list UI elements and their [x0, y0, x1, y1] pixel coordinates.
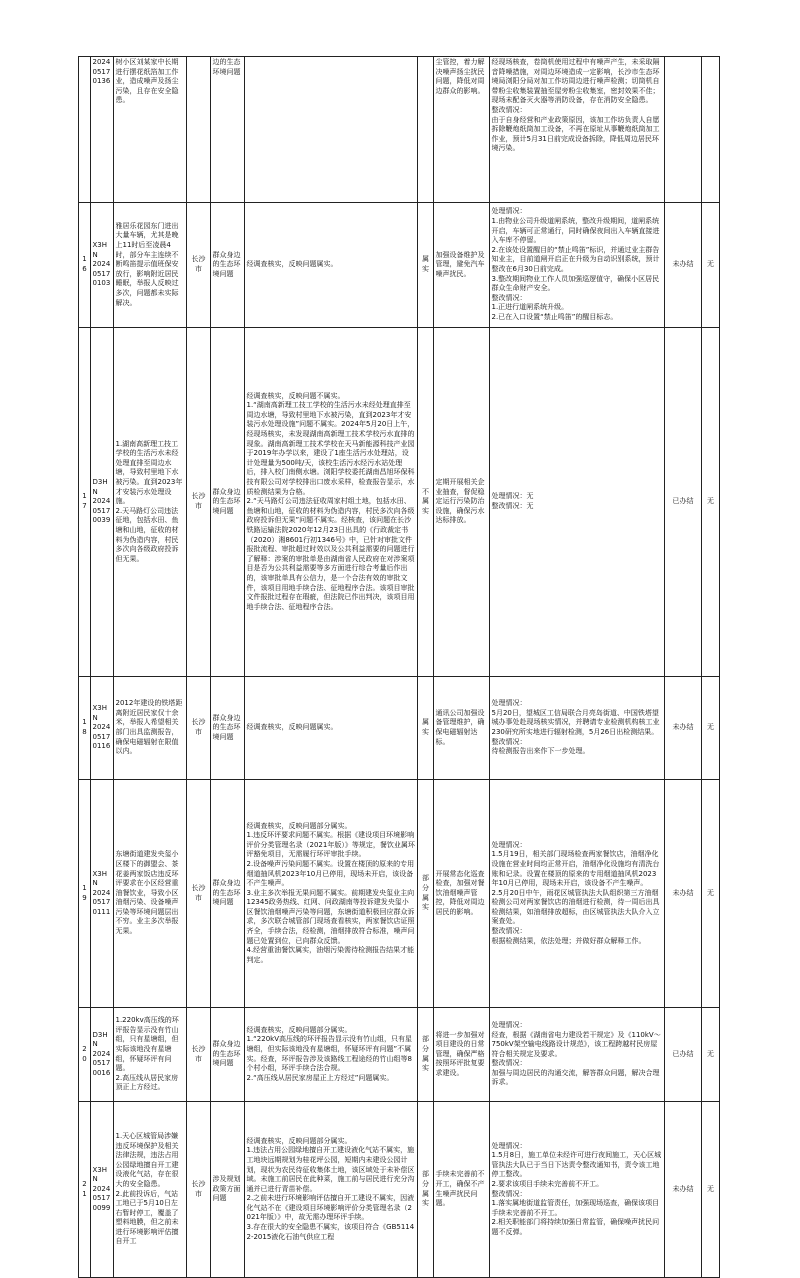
progress: 处理情况： 1.5月8日，施工单位未经许可进行夜间施工，天心区城管执法大队已于当日下达责令整改通知书，责令该工地停工整改。 2.要求该项目手续未完善前不开工。 整改情况： 1.落实属地街道监管责任，加强现场巡查，确保该项目手续未完善前不开工。 2.相关职能部门将持续加强日常监管，确保噪声扰民问题不反弹。 [490, 1102, 665, 1278]
case-code: D3HN 2024 0517 0039 [91, 328, 114, 677]
case-code: X3HN 2024 0517 0099 [91, 1102, 114, 1278]
table-row [79, 1008, 720, 1102]
complaint-content: 1.湖南高新理工技工学校的生活污水未经处理直排至周边水塘，导致村里地下水被污染。直到2023年才安装污水处理设施。 2.天马路灯公司违法征地，包括水田、鱼塘和山地，征收的材料为伪造内容，村民多次向各级政府投诉但无果。 [114, 328, 187, 677]
category: 群众身边的生态环境问题 [211, 203, 245, 328]
progress: 处理情况：无 整改情况：无 [490, 328, 665, 677]
measures: 加强设备维护及管理，避免汽车噪声扰民。 [434, 203, 490, 328]
status: 未办结 [665, 1102, 702, 1278]
complaint-table [78, 56, 720, 1278]
city [187, 57, 211, 203]
verdict: 属实 [418, 677, 434, 780]
status: 已办结 [665, 328, 702, 677]
category: 群众身边的生态环境问题 [211, 780, 245, 1008]
investigation-findings: 经调查核实，反映问题属实。 [245, 203, 418, 328]
complaint-content: 2012年建设的铁塔距离附近居民家仅十余米，举报人希望相关部门出具监测报告，确保电磁辐射在限值以内。 [114, 677, 187, 780]
verdict: 部分属实 [418, 780, 434, 1008]
table-row [79, 1102, 720, 1278]
measures: 将进一步加强对项目建设的日常管理，确保严格按照环评批复要求建设。 [434, 1008, 490, 1102]
status: 未办结 [665, 677, 702, 780]
table-row [79, 780, 720, 1008]
category: 群众身边的生态环境问题 [211, 677, 245, 780]
city: 长沙市 [187, 780, 211, 1008]
measures: 尘管控，着力解决噪声扬尘扰民问题，降低对周边群众的影响。 [434, 57, 490, 203]
verdict: 属实 [418, 203, 434, 328]
complaint-content: 1.天心区城管局涉嫌违反环境保护及相关法律法规，违法占用公园绿地擅自开工建设液化气站，存在很大的安全隐患。 2.此前投诉后，气站工地已于5月10日左右暂时停工，覆盖了塑料地膜，但之前未进行环境影响评估擅自开工 [114, 1102, 187, 1278]
accountability: 无 [702, 328, 720, 677]
category: 群众身边的生态环境问题 [211, 1008, 245, 1102]
case-code: X3HN 2024 0517 0116 [91, 677, 114, 780]
row-number: 16 [79, 203, 91, 328]
verdict [418, 57, 434, 203]
complaint-content: 树小区刘某家中长期进行摆花纸箔加工作业，造成噪声及扬尘污染，且存在安全隐患。 [114, 57, 187, 203]
table-row [79, 203, 720, 328]
city: 长沙市 [187, 203, 211, 328]
progress: 处理情况： 5月20日，望城区工信局联合月亮岛街道、中国铁塔望城办事处赴现场核实情况，并聘请专业检测机构核工业230研究所实地进行辐射检测，5月26日出检测结果。 整改情况： 待检测报告出来作下一步处理。 [490, 677, 665, 780]
accountability: 无 [702, 1102, 720, 1278]
investigation-findings: 经调查核实，反映问题属实。 [245, 677, 418, 780]
status: 已办结 [665, 1008, 702, 1102]
status: 未办结 [665, 203, 702, 328]
accountability [702, 57, 720, 203]
category: 群众身边的生态环境问题 [211, 328, 245, 677]
row-number: 19 [79, 780, 91, 1008]
investigation-findings: 经调查核实，反映问题不属实。 1.“湖南高新理工技工学校的生活污水未经处理直排至周边水塘，导致村里地下水被污染，直到2023年才安装污水处理设施”问题不属实。2024年5月20日上午，经现场核实，未发现湖南高新理工技术学校污水直排的现象。湖南高新理工技术学校在天马新能源科技产业园于2019年办学以来，建设了1座生活污水处理站，设计处理量为500吨/天，该校生活污水经污水站处理后，排入校门南侧水塘。浏阳学校委托湖南昌旭环保科技有限公司对学校排出口废水采样，检查报告显示，水质检测结果为合格。 2.“天马路灯公司违法征收周家村组土地，包括水田、鱼塘和山地，征收的材料为伪造内容，村民多次向各级政府投诉但无果”问题不属实。经核查，该问题在长沙铁路运输法院2020年12月23日出具的《行政裁定书（2020）湘8601行初1346号》中，已针对审批文件报批流程、审批超过时效以及公共利益需要的问题进行了解释：涉案的审批单是由湖南省人民政府在对涉案项目是否为公共利益需要等多方面进行综合考量后作出的，该审批单具有公信力，是一个合法有效的审批文件，该项目用地手续合法、征地程序合法。该项目审批文件报批过程存在瑕疵，但法院已作出判决，该项目用地手续合法、征地程序合法。 [245, 328, 418, 677]
progress: 处理情况： 1.由物业公司升级道闸系统，整改升级期间，道闸系统开启，车辆可正常通行，同时确保夜间出入车辆直接进入车库不停留。 2.在该处设置醒目的“禁止鸣笛”标识，并通过业主群告知业主，目前道闸开启正在升级为自动识别系统，预计整改在6月30日前完成。 3.整改期间物业工作人员加强巡逻值守，确保小区居民群众生命财产安全。 整改情况： 1.正进行道闸系统升级。 2.已在入口设置“禁止鸣笛”的醒目标志。 [490, 203, 665, 328]
progress: 经现场核查，卷筒机使用过程中有噪声产生，未采取隔音降噪措施，对周边环境造成一定影响，长沙市生态环境局浏阳分局对加工作坊周边进行噪声检测；切筒机自带粉尘收集装置抽至屋旁粉尘收集室，密封效果不佳；现场未配备灭火器等消防设备，存在消防安全隐患。 整改情况： 由于自身经营和产业政策原因，该加工作坊负责人自愿拆除鞭炮纸筒加工设备，不再在原址从事鞭炮纸筒加工作业，预计5月31日前完成设备拆除，降低周边居民环境污染。 [490, 57, 665, 203]
investigation-findings: 经调查核实，反映问题部分属实。 1.“220kV高压线的环评报告显示没有竹山组，只有星塘组，但实际该地没有星塘组，怀疑环评有问题”不属实。经查，环评报告涉及该路线工程途经的竹山组等8个村小组，环评手续合法合规。 2.“高压线从居民家房屋正上方经过”问题属实。 [245, 1008, 418, 1102]
investigation-findings [245, 57, 418, 203]
complaint-content: 雅居乐花园东门进出大量车辆，尤其是晚上11时后至凌晨4时，部分车主连续不断鸣笛提示值班保安放行，影响附近居民睡眠，举报人反映过多次，问题都未实际解决。 [114, 203, 187, 328]
case-code: D3HN 2024 0517 0016 [91, 1008, 114, 1102]
case-code: X3HN 2024 0517 0103 [91, 203, 114, 328]
accountability: 无 [702, 780, 720, 1008]
progress: 处理情况： 1.5月19日，相关部门现场检查两家餐饮店，油烟净化设施在营业时间均正常开启，油烟净化设施均有清洗台账和记录。设置在楼顶的原来的专用烟道抽风机2023年10月已停用，现场未开启，该设备不产生噪声。 2.5月20日中午，雨花区城管执法大队组织第三方油烟检测公司对两家餐饮店的油烟进行检测，待一周后出具检测结果，如油烟排放超标，由区城管执法大队介入立案查处。 整改情况： 根据检测结果，依法处理；并做好群众解释工作。 [490, 780, 665, 1008]
table-row [79, 57, 720, 203]
measures: 开展常态化巡查检查，加强对餐饮油烟噪声管控，降低对周边居民的影响。 [434, 780, 490, 1008]
progress: 处理情况： 经查，根据《湖南省电力建设若干规定》及《110kV～750kV架空输电线路设计规范》，该工程跨越村民房屋符合相关规定及要求。 整改情况： 加强与周边居民的沟通交流，解答群众问题，解决合理诉求。 [490, 1008, 665, 1102]
city: 长沙市 [187, 1008, 211, 1102]
accountability: 无 [702, 677, 720, 780]
city: 长沙市 [187, 677, 211, 780]
verdict: 部分属实 [418, 1102, 434, 1278]
category: 边的生态环境问题 [211, 57, 245, 203]
row-number: 20 [79, 1008, 91, 1102]
accountability: 无 [702, 1008, 720, 1102]
investigation-findings: 经调查核实，反映问题部分属实。 1.违反环评要求问题不属实。根据《建设项目环境影响评价分类管理名录（2021年版）》等规定，餐饮业属环评豁免项目，无需履行环评审批手续。 2.设备噪声污染问题不属实。设置在楼顶的原来的专用烟道抽风机2023年10月已停用，现场未开启，该设备不产生噪声。 3.业主多次举报无果问题不属实。前期建发央玺业主向12345政务热线、红网、问政湖南等投诉建发央玺小区餐饮油烟噪声污染等问题，东塘街道积极回应群众诉求，多次联合城管部门现场查看核实，两家餐饮店证照齐全，手续合法，经检测，油烟排放符合标准，噪声问题已处置到位，已向群众反馈。 4.经营重油餐饮属实，油烟污染需待检测报告结果才能判定。 [245, 780, 418, 1008]
city: 长沙市 [187, 328, 211, 677]
row-number: 17 [79, 328, 91, 677]
measures: 通讯公司加强设备管理维护，确保电磁辐射达标。 [434, 677, 490, 780]
measures: 定期开展相关企业抽查，督促稳定运行污染防治设施，确保污水达标排放。 [434, 328, 490, 677]
city: 长沙市 [187, 1102, 211, 1278]
category: 涉及规划政策方面问题 [211, 1102, 245, 1278]
measures: 手续未完善前不开工，确保不产生噪声扰民问题。 [434, 1102, 490, 1278]
row-number [79, 57, 91, 203]
complaint-content: 1.220kv高压线的环评报告显示没有竹山组，只有星塘组，但实际该地没有星塘组，怀疑环评有问题。 2.高压线从居民家房顶正上方经过。 [114, 1008, 187, 1102]
status [665, 57, 702, 203]
table-row [79, 328, 720, 677]
row-number: 21 [79, 1102, 91, 1278]
case-code: 2024 0517 0136 [91, 57, 114, 203]
status: 未办结 [665, 780, 702, 1008]
investigation-findings: 经调查核实，反映问题部分属实。 1.违法占用公园绿地擅自开工建设液化气站不属实，施工地块远期规划为桂花坪公园，短期内未建设公园计划，现状为农民待征收集体土地，该区域处于未补偿区域。未施工前居民在此种菜，施工前与居民进行充分沟通并已进行青苗补偿。 2.之前未进行环境影响评估擅自开工建设不属实，因液化气站不在《建设项目环境影响评价分类管理名录（2021年版）》中，故无需办理环评手续。 3.存在很大的安全隐患不属实，该项目符合《GB51142-2015液化石油气供应工程 [245, 1102, 418, 1278]
complaint-content: 东塘街道建发央玺小区楼下的御盟会、茶花姜两家饭店违反环评要求在小区经营重油餐饮业，导致小区油烟污染、设备噪声污染等环境问题层出不穷。业主多次举报无果。 [114, 780, 187, 1008]
verdict: 不属实 [418, 328, 434, 677]
case-code: X3HN 2024 0517 0111 [91, 780, 114, 1008]
verdict: 部分属实 [418, 1008, 434, 1102]
accountability: 无 [702, 203, 720, 328]
table-row [79, 677, 720, 780]
row-number: 18 [79, 677, 91, 780]
